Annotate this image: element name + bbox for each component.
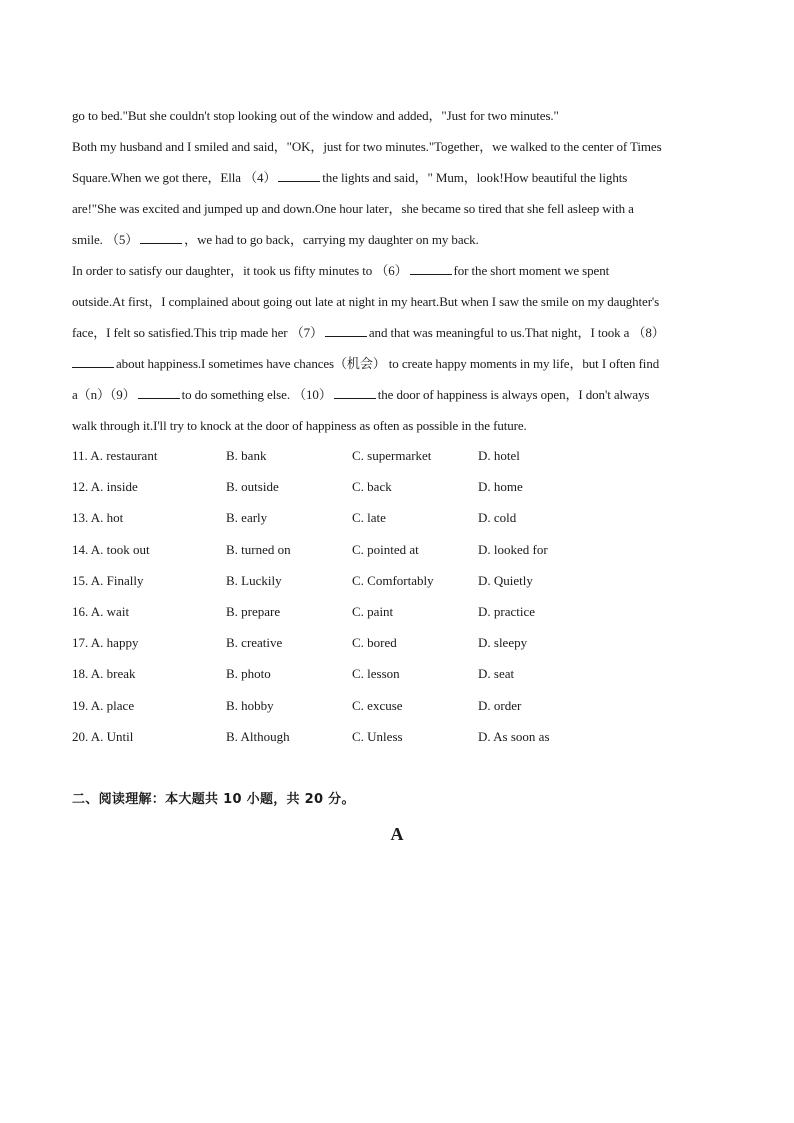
passage-line — [72, 224, 724, 255]
passage-line: Both my husband and I smiled and said，"OK，just for two minutes."Together，we walked to the center of Times — [72, 139, 662, 154]
answer-blank-4 — [278, 169, 320, 182]
question-options-row — [72, 534, 724, 565]
option-a: 20. A. Until — [72, 728, 134, 744]
option-c: C. late — [352, 510, 386, 526]
answer-blank-8 — [72, 355, 114, 368]
passage-text: for the short moment we spent — [453, 263, 610, 278]
answer-blank-6 — [410, 262, 452, 275]
option-d: D. practice — [478, 603, 536, 619]
passage-text: and that was meaningful to us.That night，I took a （8） — [368, 325, 665, 340]
cloze-passage — [72, 100, 724, 441]
passage-line: walk through it.I'll try to knock at the door of happiness as often as possible in the future. — [72, 418, 527, 433]
option-a: 17. A. happy — [72, 635, 139, 651]
option-b: B. Although — [226, 728, 290, 744]
passage-line: go to bed."But she couldn't stop looking out of the window and added，"Just for two minutes." — [72, 108, 559, 123]
passage-text: the door of happiness is always open，I don't always — [377, 387, 650, 402]
option-c: C. back — [352, 479, 392, 495]
passage-text: the lights and said，" Mum，look!How beautiful the lights — [322, 170, 628, 185]
option-c: C. Comfortably — [352, 572, 434, 588]
option-a: 16. A. wait — [72, 603, 130, 619]
passage-line — [72, 348, 724, 379]
passage-label: A — [390, 824, 404, 844]
passage-text: about happiness.I sometimes have chances（机会） to create happy moments in my life，but I often find — [116, 356, 660, 371]
option-b: B. photo — [226, 666, 271, 682]
option-a: 18. A. break — [72, 666, 136, 682]
option-c: C. supermarket — [352, 448, 432, 463]
passage-line: outside.At first，I complained about going out late at night in my heart.But when I saw the smile on my daughter's — [72, 294, 660, 309]
answer-blank-7 — [325, 324, 367, 337]
answer-blank-10 — [334, 386, 376, 399]
option-a: 19. A. place — [72, 697, 135, 713]
option-b: B. bank — [226, 448, 267, 463]
passage-text: In order to satisfy our daughter，it took us fifty minutes to （6） — [72, 263, 408, 278]
question-options-row — [72, 658, 724, 689]
option-d: D. cold — [478, 510, 517, 526]
option-c: C. Unless — [352, 728, 403, 744]
option-d: D. sleepy — [478, 635, 528, 651]
option-c: C. pointed at — [352, 541, 419, 557]
passage-line — [72, 379, 724, 410]
option-a: 13. A. hot — [72, 510, 124, 526]
option-a: 14. A. took out — [72, 541, 150, 557]
question-options-row — [72, 502, 724, 533]
passage-line: are!"She was excited and jumped up and down.One hour later，she became so tired that she fell asleep with a — [72, 201, 634, 216]
passage-text: ，we had to go back，carrying my daughter on my back. — [184, 232, 479, 247]
option-d: D. looked for — [478, 541, 548, 557]
passage-text: smile. （5） — [72, 232, 139, 247]
section-heading: 二、阅读理解：本大题共 10 小题，共 20 分。 — [72, 792, 355, 807]
passage-text: face，I felt so satisfied.This trip made her （7） — [72, 325, 323, 340]
option-c: C. bored — [352, 635, 397, 651]
option-d: D. As soon as — [478, 728, 550, 744]
passage-line — [72, 162, 724, 193]
answer-blank-9 — [138, 386, 180, 399]
option-d: D. hotel — [478, 448, 520, 463]
option-d: D. order — [478, 697, 522, 713]
option-c: C. excuse — [352, 697, 403, 713]
passage-line — [72, 255, 724, 286]
option-d: D. Quietly — [478, 572, 533, 588]
option-b: B. prepare — [226, 603, 281, 619]
option-b: B. early — [226, 510, 268, 526]
option-a: 12. A. inside — [72, 479, 138, 495]
question-options-row — [72, 627, 724, 658]
option-b: B. hobby — [226, 697, 274, 713]
question-options-row — [72, 596, 724, 627]
passage-text: a（n）（9） — [72, 387, 136, 402]
answer-options — [72, 440, 724, 752]
option-c: C. paint — [352, 603, 394, 619]
option-c: C. lesson — [352, 666, 400, 682]
option-b: B. turned on — [226, 541, 291, 557]
question-options-row — [72, 690, 724, 721]
passage-text: Square.When we got there，Ella （4） — [72, 170, 277, 185]
option-d: D. home — [478, 479, 523, 495]
answer-blank-5 — [140, 231, 182, 244]
question-options-row — [72, 565, 724, 596]
passage-line — [72, 317, 724, 348]
option-a: 15. A. Finally — [72, 572, 144, 588]
option-a: 11. A. restaurant — [72, 448, 158, 463]
question-options-row — [72, 721, 724, 752]
passage-text: to do something else. （10） — [181, 387, 332, 402]
option-d: D. seat — [478, 666, 515, 682]
option-b: B. creative — [226, 635, 283, 651]
question-options-row — [72, 471, 724, 502]
option-b: B. outside — [226, 479, 279, 495]
question-options-row — [72, 440, 724, 471]
option-b: B. Luckily — [226, 572, 282, 588]
